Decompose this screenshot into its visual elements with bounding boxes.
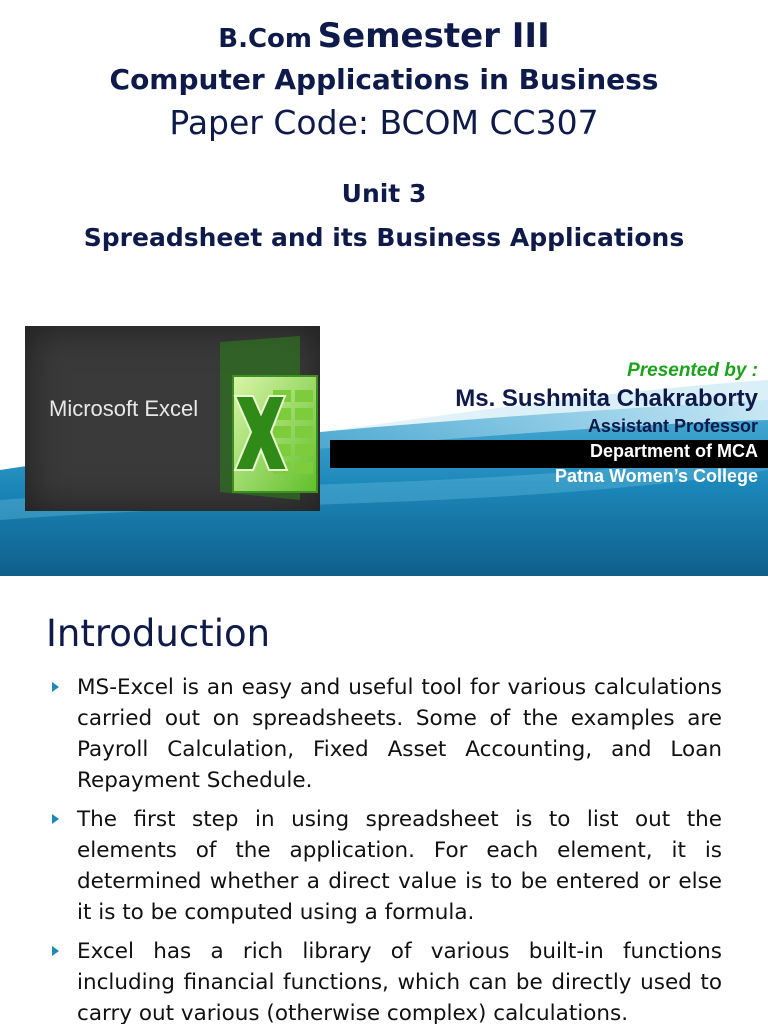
title-block (0, 12, 768, 146)
degree-label: B.Com (218, 24, 312, 54)
presented-by-label: Presented by : (627, 360, 758, 381)
bullet-text: MS-Excel is an easy and useful tool for various calculations carried out on spreadsheets. Some of the examples are Payroll Calculation, Fixed Asset Accounting, and Loan Repayment Schedule. (77, 675, 722, 793)
triangle-bullet-icon (52, 946, 59, 956)
presenter-college: Patna Women’s College (554, 466, 758, 486)
presenter-department: Department of MCA (589, 441, 758, 461)
paper-code: Paper Code: BCOM CC307 (169, 103, 599, 142)
bullet-text: Excel has a rich library of various built-in functions including financial functions, which can be directly used to carry out various (otherwise complex) calculations. (77, 939, 722, 1024)
bullet-list (52, 672, 722, 1024)
bullet-text: The first step in using spreadsheet is to list out the elements of the application. For each element, it is determined whether a direct value is to be entered or else it is to be computed using a formula. (77, 807, 722, 925)
semester-label: Semester III (317, 16, 550, 56)
unit-heading: Unit 3 (341, 179, 427, 208)
presenter-name: Ms. Sushmita Chakraborty (455, 385, 758, 412)
excel-image (25, 326, 320, 511)
excel-logo-icon (205, 332, 320, 504)
course-title-line (0, 12, 768, 60)
introduction-title: Introduction (46, 612, 271, 655)
introduction-slide (0, 576, 768, 1024)
presenter-designation: Assistant Professor (587, 416, 758, 436)
excel-image-text: Microsoft Excel (49, 396, 199, 421)
unit-subtitle: Spreadsheet and its Business Applications (83, 223, 685, 252)
list-item (52, 936, 722, 1024)
triangle-bullet-icon (52, 682, 59, 692)
course-name: Computer Applications in Business (109, 63, 659, 96)
list-item (52, 672, 722, 796)
presenter-block (455, 358, 758, 488)
list-item (52, 804, 722, 928)
triangle-bullet-icon (52, 814, 59, 824)
